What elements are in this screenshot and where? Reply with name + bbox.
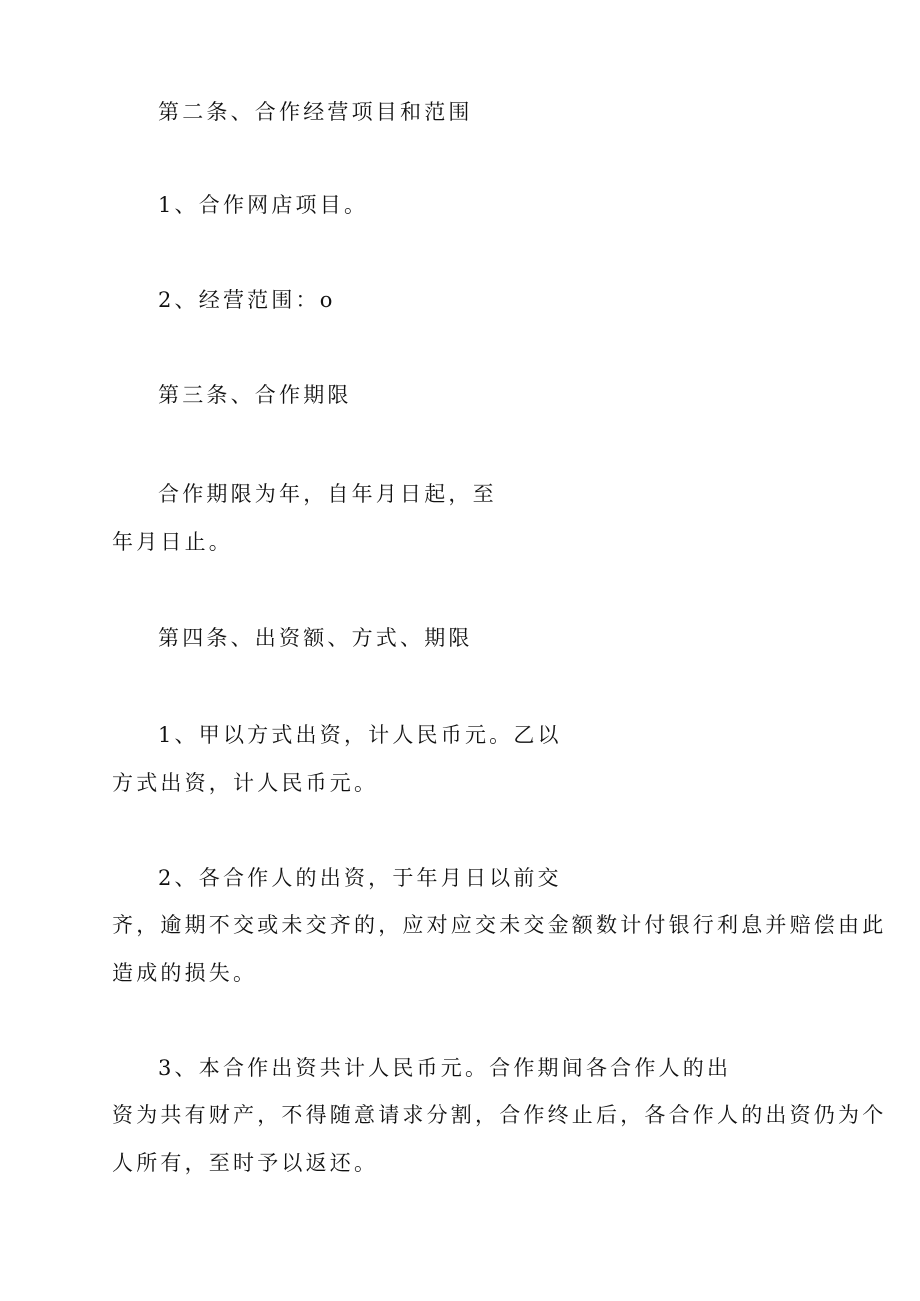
article-4-item-1-line-1: 1、甲以方式出资，计人民币元。乙以 <box>158 723 562 747</box>
article-4-item-2-line-2: 齐，逾期不交或未交齐的，应对应交未交金额数计付银行利息并赔偿由此 <box>112 913 887 937</box>
article-4-item-3-line-1: 3、本合作出资共计人民币元。合作期间各合作人的出 <box>158 1056 732 1080</box>
article-3-paragraph-line-1: 合作期限为年，自年月日起，至 <box>158 482 497 506</box>
article-4-item-2-line-3: 造成的损失。 <box>112 961 258 985</box>
article-4-heading: 第四条、出资额、方式、期限 <box>158 626 473 650</box>
article-3-paragraph-line-2: 年月日止。 <box>112 530 233 554</box>
article-2-heading: 第二条、合作经营项目和范围 <box>158 100 473 124</box>
article-4-item-3-line-2: 资为共有财产，不得随意请求分割，合作终止后，各合作人的出资仍为个 <box>112 1103 887 1127</box>
article-3-heading: 第三条、合作期限 <box>158 383 352 407</box>
article-4-item-3-line-3: 人所有，至时予以返还。 <box>112 1151 379 1175</box>
article-2-item-1: 1、合作网店项目。 <box>158 193 369 217</box>
article-2-item-2: 2、经营范围：o <box>158 288 336 312</box>
article-4-item-2-line-1: 2、各合作人的出资，于年月日以前交 <box>158 866 562 890</box>
article-4-item-1-line-2: 方式出资，计人民币元。 <box>112 771 379 795</box>
